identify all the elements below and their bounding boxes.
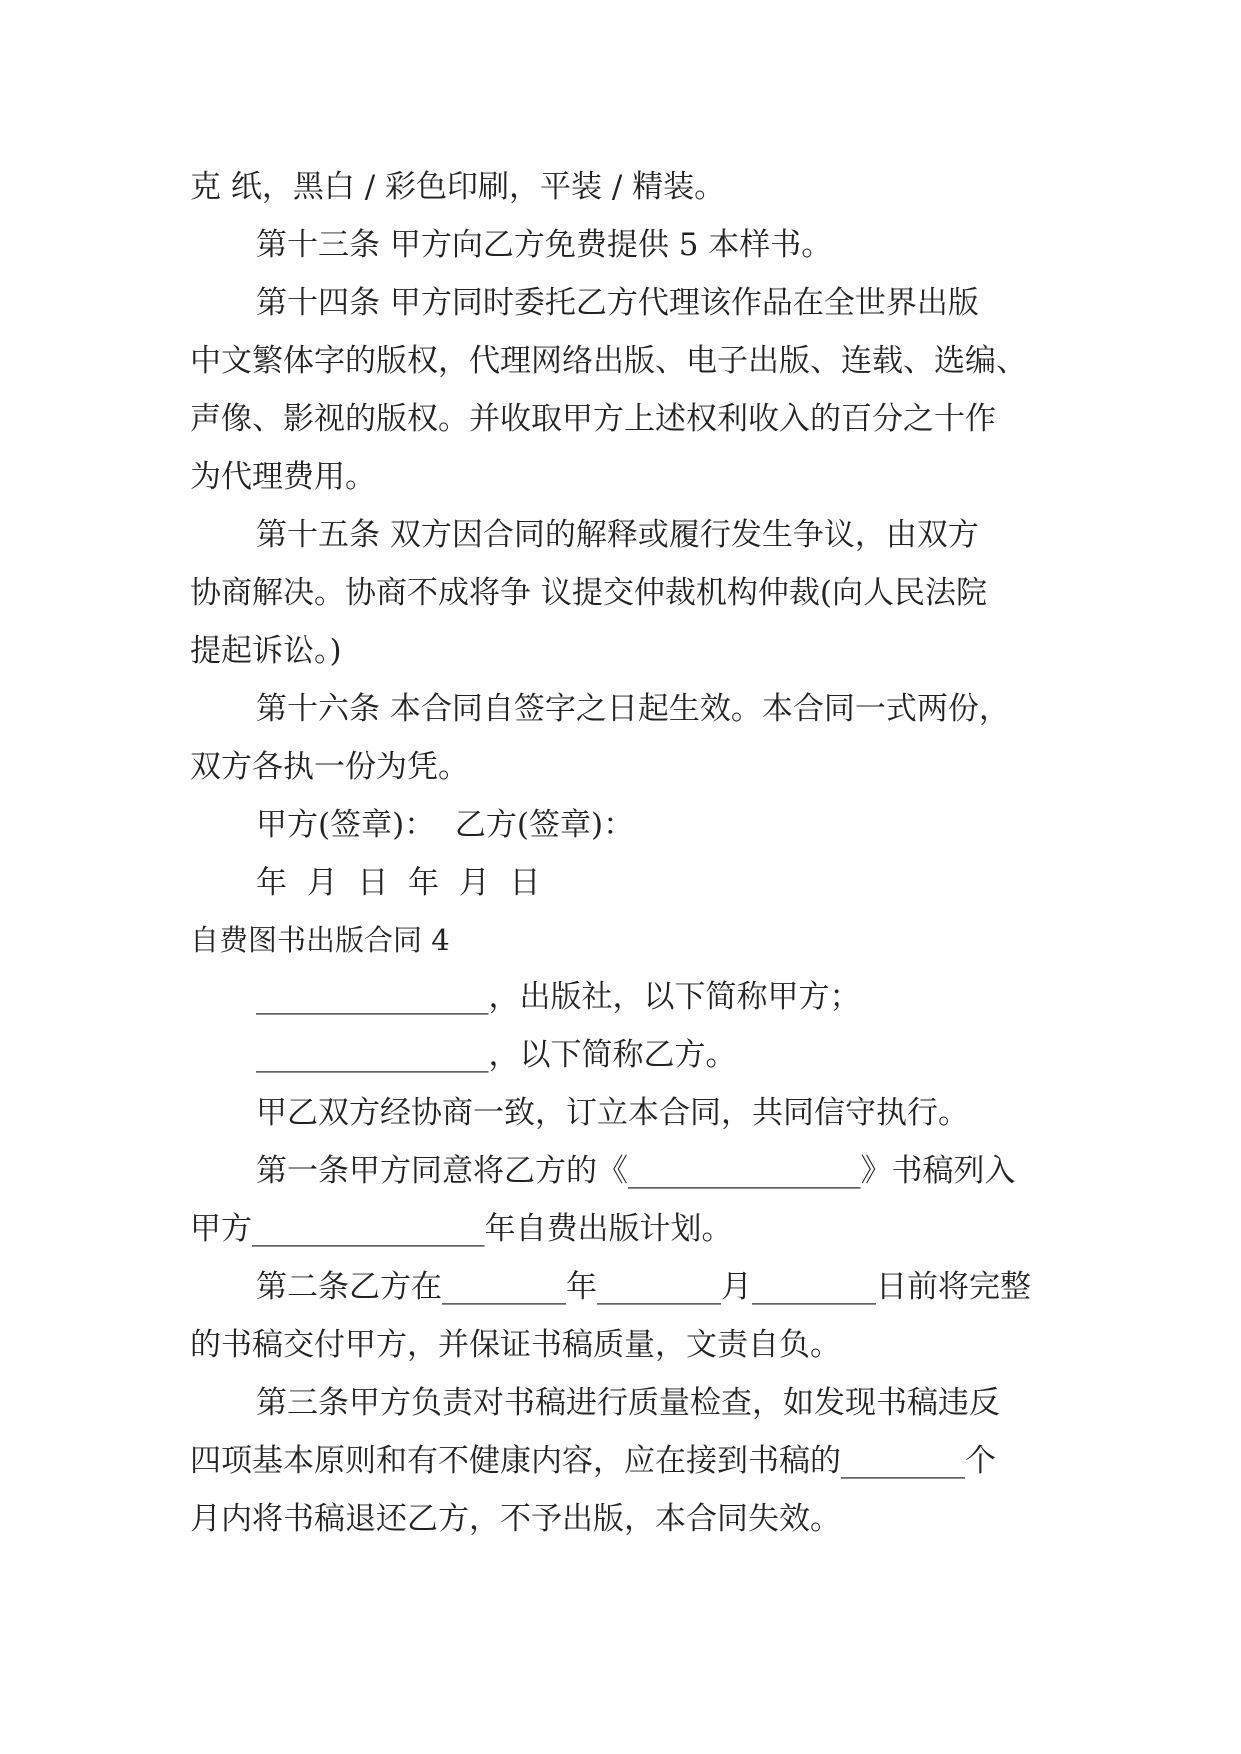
- text-line: 协商解决。协商不成将争 议提交仲裁机构仲裁(向人民法院: [190, 575, 987, 611]
- text-line: 声像、影视的版权。并收取甲方上述权利收入的百分之十作: [190, 401, 996, 437]
- text-line: 甲方_______________年自费出版计划。: [190, 1211, 733, 1247]
- text-line: 第一条甲方同意将乙方的《_______________》书稿列入: [256, 1153, 1016, 1189]
- text-line: 第十五条 双方因合同的解释或履行发生争议，由双方: [256, 517, 979, 553]
- text-line: _______________，出版社，以下简称甲方；: [256, 979, 861, 1015]
- signature-line: 甲方(签章)： 乙方(签章)：: [256, 807, 635, 843]
- text-line: 第十四条 甲方同时委托乙方代理该作品在全世界出版: [256, 285, 979, 321]
- text-line: 第三条甲方负责对书稿进行质量检查，如发现书稿违反: [256, 1385, 1000, 1421]
- text-line: 为代理费用。: [190, 459, 376, 495]
- section-heading: 自费图书出版合同 4: [190, 923, 450, 957]
- text-line: _______________，以下简称乙方。: [256, 1037, 737, 1073]
- text-line: 甲乙双方经协商一致，订立本合同，共同信守执行。: [256, 1095, 969, 1131]
- text-line: 月内将书稿退还乙方，不予出版，本合同失效。: [190, 1501, 841, 1537]
- text-line: 双方各执一份为凭。: [190, 749, 469, 785]
- text-line: 提起诉讼。): [190, 633, 342, 669]
- date-line: 年 月 日 年 月 日: [256, 865, 541, 901]
- text-line: 第二条乙方在________年________月________日前将完整: [256, 1269, 1031, 1305]
- text-line: 的书稿交付甲方，并保证书稿质量，文责自负。: [190, 1327, 841, 1363]
- text-line: 克 纸，黑白 / 彩色印刷，平装 / 精装。: [190, 169, 726, 205]
- text-line: 四项基本原则和有不健康内容，应在接到书稿的________个: [190, 1443, 996, 1479]
- text-line: 第十三条 甲方向乙方免费提供 5 本样书。: [256, 227, 833, 263]
- text-line: 第十六条 本合同自签字之日起生效。本合同一式两份，: [256, 691, 1010, 727]
- text-line: 中文繁体字的版权，代理网络出版、电子出版、连载、选编、: [190, 343, 1027, 379]
